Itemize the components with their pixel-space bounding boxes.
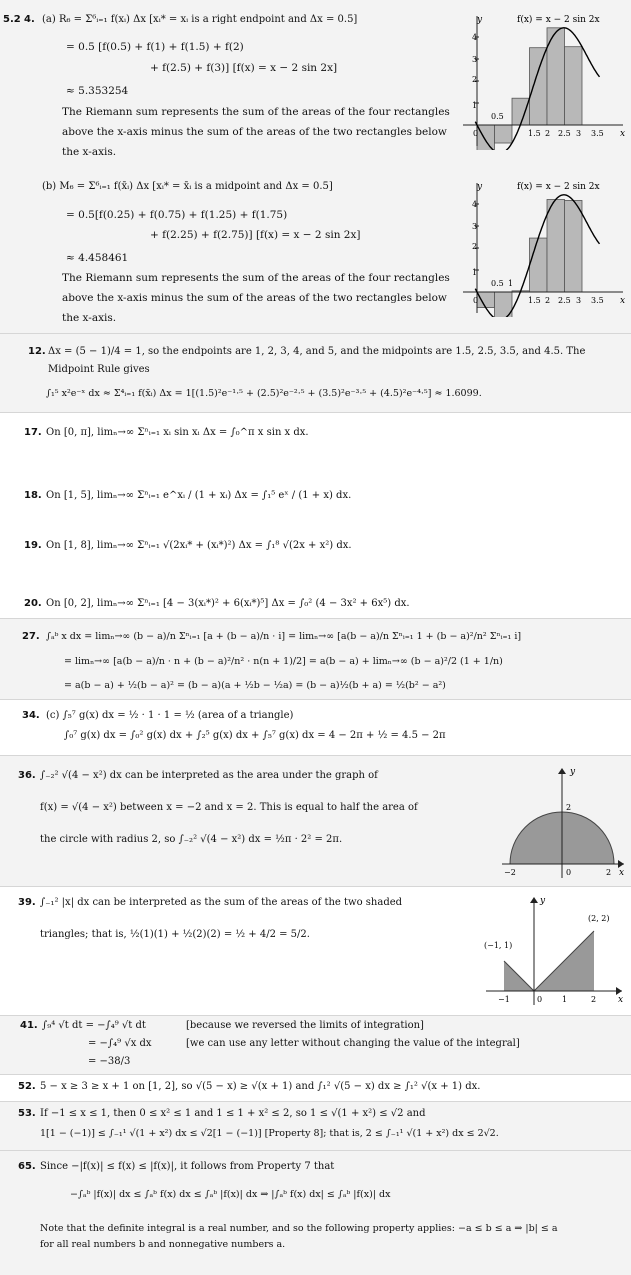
problem-53-number: 53. (18, 1108, 36, 1119)
graph-b-xtick-3.5: 3.5 (591, 296, 604, 305)
graph-b-function-label: f(x) = x − 2 sin 2x (517, 182, 600, 192)
part-a-line-1: (a) R₆ = Σ⁶ᵢ₌₁ f(xᵢ) Δx [xᵢ* = xᵢ is a right endpoint and Δx = 0.5] (42, 14, 358, 25)
part-b-paragraph-1: The Riemann sum represents the sum of the areas of the four rectangles (62, 272, 450, 284)
problem-34-line-2: ∫₀⁷ g(x) dx = ∫₀² g(x) dx + ∫₂⁵ g(x) dx + ∫₅⁷ g(x) dx = 4 − 2π + ½ = 4.5 − 2π (64, 730, 446, 741)
graph-b-origin-label: 0 (473, 296, 479, 305)
graph-a-rectangle (565, 47, 583, 125)
part-b-line-2: = 0.5[f(0.25) + f(0.75) + f(1.25) + f(1.75) (66, 209, 288, 221)
part-a-line-2: = 0.5 [f(0.5) + f(1) + f(1.5) + f(2) (66, 41, 244, 53)
problem-4-panel (0, 0, 631, 333)
problem-39-line-2: triangles; that is, ½(1)(1) + ½(2)(2) = ½ + 4/2 = 5/2. (40, 929, 310, 940)
problem-12-number: 12. (28, 346, 46, 357)
problem-12-line-3: ∫₁⁵ x²e⁻ˣ dx ≈ Σ⁴ᵢ₌₁ f(x̄ᵢ) Δx = 1[(1.5)²e⁻¹·⁵ + (2.5)²e⁻²·⁵ + (3.5)²e⁻³·⁵ + (4.5)²e⁻⁴·⁵] ≈ 1.6099. (46, 388, 482, 399)
graph-b-ytick-4: 4 (472, 200, 478, 209)
problem-36-number: 36. (18, 770, 36, 781)
problem-20-line-1: On [0, 2], limₙ→∞ Σⁿᵢ₌₁ [4 − 3(xᵢ*)² + 6(xᵢ*)⁵] Δx = ∫₀² (4 − 3x² + 6x⁵) dx. (46, 598, 410, 609)
graph-b-ytick-1: 1 (472, 268, 478, 277)
problem-27-line-1: ∫ₐᵇ x dx = limₙ→∞ (b − a)/n Σⁿᵢ₌₁ [a + (b − a)/n · i] = limₙ→∞ [a(b − a)/n Σⁿᵢ₌₁ 1 + (b − a)²/n² Σⁿᵢ₌₁ i] (46, 631, 522, 642)
problem-12-line-1: Δx = (5 − 1)/4 = 1, so the endpoints are 1, 2, 3, 4, and 5, and the midpoints are 1.5, 2.5, 3.5, and 4.5. The (48, 346, 586, 357)
part-a-line-3: + f(2.5) + f(3)] [f(x) = x − 2 sin 2x] (150, 62, 338, 74)
graph-a-rectangle (495, 125, 513, 143)
graph-a-ytick-4: 4 (472, 33, 478, 42)
semicircle-left-label: −2 (504, 868, 516, 877)
graph-a-xtick-3: 3 (576, 129, 582, 138)
part-b-line-3: + f(2.25) + f(2.75)] [f(x) = x − 2 sin 2x] (150, 229, 361, 241)
problem-53-line-1: If −1 ≤ x ≤ 1, then 0 ≤ x² ≤ 1 and 1 ≤ 1 + x² ≤ 2, so 1 ≤ √(1 + x²) ≤ √2 and (40, 1108, 426, 1119)
semicircle-y-label: y (570, 767, 576, 777)
problem-18-number: 18. (24, 490, 42, 501)
graph-a-ytick-1: 1 (472, 101, 478, 110)
graph-a-rectangle (530, 48, 548, 125)
problem-53-panel (0, 1102, 631, 1150)
graph-b-rectangle (547, 199, 565, 292)
problem-65-line-1: Since −|f(x)| ≤ f(x) ≤ |f(x)|, it follows from Property 7 that (40, 1161, 335, 1172)
problem-41-line-3: = −38/3 (88, 1056, 131, 1067)
problem-65-line-4: for all real numbers b and nonnegative numbers a. (40, 1239, 286, 1250)
abs-point-left-label: (−1, 1) (484, 941, 513, 950)
problem-36-line-1: ∫₋₂² √(4 − x²) dx can be interpreted as the area under the graph of (40, 770, 378, 781)
problem-65-line-3: Note that the definite integral is a real number, and so the following property applies: −a ≤ b ≤ a ⇒ |b| ≤ a (40, 1223, 558, 1234)
problem-17-line-1: On [0, π], limₙ→∞ Σⁿᵢ₌₁ xᵢ sin xᵢ Δx = ∫₀^π x sin x dx. (46, 427, 309, 438)
graph-a-y-label: y (477, 15, 483, 25)
part-a-line-4: ≈ 5.353254 (66, 85, 129, 97)
problem-27-number: 27. (22, 631, 40, 642)
part-b-line-4: ≈ 4.458461 (66, 252, 129, 264)
semicircle-top-label: 2 (566, 803, 572, 812)
semicircle-origin-label: 0 (566, 868, 572, 877)
problem-36-line-3: the circle with radius 2, so ∫₋₂² √(4 − x²) dx = ½π · 2² = 2π. (40, 834, 343, 845)
graph-a-origin-label: 0 (473, 129, 479, 138)
graph-a-xtick-2.5: 2.5 (558, 129, 571, 138)
problem-39-line-1: ∫₋₁² |x| dx can be interpreted as the sum of the areas of the two shaded (40, 897, 403, 908)
graph-b-xtick-2.5: 2.5 (558, 296, 571, 305)
problem-65-line-2: −∫ₐᵇ |f(x)| dx ≤ ∫ₐᵇ f(x) dx ≤ ∫ₐᵇ |f(x)| dx ⇒ |∫ₐᵇ f(x) dx| ≤ ∫ₐᵇ |f(x)| dx (70, 1189, 391, 1200)
problem-39-block (0, 887, 631, 1015)
part-a-paragraph-2: above the x-axis minus the sum of the areas of the two rectangles below (62, 126, 447, 138)
part-b-paragraph-2: above the x-axis minus the sum of the areas of the two rectangles below (62, 292, 447, 304)
problem-41-line-2: = −∫₄⁹ √x dx (88, 1038, 152, 1049)
problem-19-line-1: On [1, 8], limₙ→∞ Σⁿᵢ₌₁ √(2xᵢ* + (xᵢ*)²) Δx = ∫₁⁸ √(2x + x²) dx. (46, 540, 352, 551)
abs-xtick-2: 2 (591, 995, 597, 1004)
problem-17-number: 17. (24, 427, 42, 438)
graph-a-xtick-0.5: 0.5 (491, 112, 504, 121)
graph-b-x-label: x (620, 296, 626, 306)
problems-17-20-block (0, 413, 631, 618)
graph-a-ytick-2: 2 (472, 75, 478, 84)
part-b-line-1: (b) M₆ = Σ⁶ᵢ₌₁ f(x̄ᵢ) Δx [xᵢ* = x̄ᵢ is a midpoint and Δx = 0.5] (42, 181, 333, 192)
part-b-paragraph-3: the x-axis. (62, 312, 117, 324)
graph-absolute-value (478, 893, 628, 1009)
problem-36-panel (0, 756, 631, 886)
graph-b-rectangle (530, 238, 548, 292)
problem-65-panel (0, 1151, 631, 1275)
graph-a-xtick-1.5: 1.5 (528, 129, 541, 138)
problem-20-number: 20. (24, 598, 42, 609)
graph-b-ytick-3: 3 (472, 222, 478, 231)
problem-53-line-2: 1[1 − (−1)] ≤ ∫₋₁¹ √(1 + x²) dx ≤ √2[1 − (−1)] [Property 8]; that is, 2 ≤ ∫₋₁¹ √(1 + x²) dx ≤ 2√2. (40, 1128, 499, 1139)
graph-b-xtick-3: 3 (576, 296, 582, 305)
graph-b-xtick-1: 1 (508, 279, 514, 288)
graph-semicircle (500, 764, 628, 880)
abs-y-label: y (540, 896, 546, 906)
graph-midpoint-riemann (455, 177, 627, 317)
problem-34-block (0, 700, 631, 755)
problem-41-panel (0, 1016, 631, 1074)
problem-52-number: 52. (18, 1081, 36, 1092)
problem-41-line-1: ∫₉⁴ √t dt = −∫₄⁹ √t dt (42, 1020, 146, 1031)
abs-origin-label: 0 (537, 995, 543, 1004)
problem-36-line-2: f(x) = √(4 − x²) between x = −2 and x = 2. This is equal to half the area of (40, 802, 418, 813)
graph-b-xtick-1.5: 1.5 (528, 296, 541, 305)
abs-xtick-minus-1: −1 (498, 995, 510, 1004)
abs-xtick-1: 1 (562, 995, 568, 1004)
graph-a-x-label: x (620, 129, 626, 139)
graph-a-xtick-2: 2 (545, 129, 551, 138)
problem-52-block (0, 1075, 631, 1101)
problem-12-panel (0, 334, 631, 412)
abs-point-right-label: (2, 2) (588, 914, 610, 923)
problem-39-number: 39. (18, 897, 36, 908)
part-a-paragraph-1: The Riemann sum represents the sum of the areas of the four rectangles (62, 106, 450, 118)
problem-27-panel (0, 619, 631, 699)
problem-27-line-3: = a(b − a) + ½(b − a)² = (b − a)(a + ½b − ½a) = (b − a)½(b + a) = ½(b² − a²) (64, 680, 446, 691)
problem-34-number: 34. (22, 710, 40, 721)
graph-b-rectangle (477, 292, 495, 308)
problem-52-line-1: 5 − x ≥ 3 ≥ x + 1 on [1, 2], so √(5 − x) ≥ √(x + 1) and ∫₁² √(5 − x) dx ≥ ∫₁² √(x + 1) dx. (40, 1081, 481, 1092)
semicircle-x-label: x (619, 868, 625, 878)
problem-27-line-2: = limₙ→∞ [a(b − a)/n · n + (b − a)²/n² · n(n + 1)/2] = a(b − a) + limₙ→∞ (b − a)²/2 (1 + 1/n) (64, 656, 503, 667)
problem-12-line-2: Midpoint Rule gives (48, 364, 150, 375)
graph-right-endpoint-riemann (455, 10, 627, 150)
graph-a-rectangle (512, 98, 530, 125)
graph-a-xtick-3.5: 3.5 (591, 129, 604, 138)
problem-65-number: 65. (18, 1161, 36, 1172)
problem-34-line-1: (c) ∫₅⁷ g(x) dx = ½ · 1 · 1 = ½ (area of a triangle) (46, 710, 294, 721)
graph-b-ytick-2: 2 (472, 242, 478, 251)
graph-a-ytick-3: 3 (472, 55, 478, 64)
semicircle-right-label: 2 (606, 868, 612, 877)
part-a-paragraph-3: the x-axis. (62, 146, 117, 158)
abs-x-label: x (618, 995, 624, 1005)
problem-number: 4. (24, 14, 35, 25)
graph-b-rectangle (565, 200, 583, 292)
problem-18-line-1: On [1, 5], limₙ→∞ Σⁿᵢ₌₁ e^xᵢ / (1 + xᵢ) Δx = ∫₁⁵ eˣ / (1 + x) dx. (46, 490, 352, 501)
chapter-label: 5.2 (3, 14, 21, 25)
problem-41-number: 41. (20, 1020, 38, 1031)
graph-a-function-label: f(x) = x − 2 sin 2x (517, 15, 600, 25)
graph-b-y-label: y (477, 182, 483, 192)
graph-b-xtick-0.5: 0.5 (491, 279, 504, 288)
problem-19-number: 19. (24, 540, 42, 551)
problem-41-reason-2: [we can use any letter without changing the value of the integral] (186, 1038, 520, 1049)
problem-41-reason-1: [because we reversed the limits of integration] (186, 1020, 424, 1031)
graph-b-xtick-2: 2 (545, 296, 551, 305)
